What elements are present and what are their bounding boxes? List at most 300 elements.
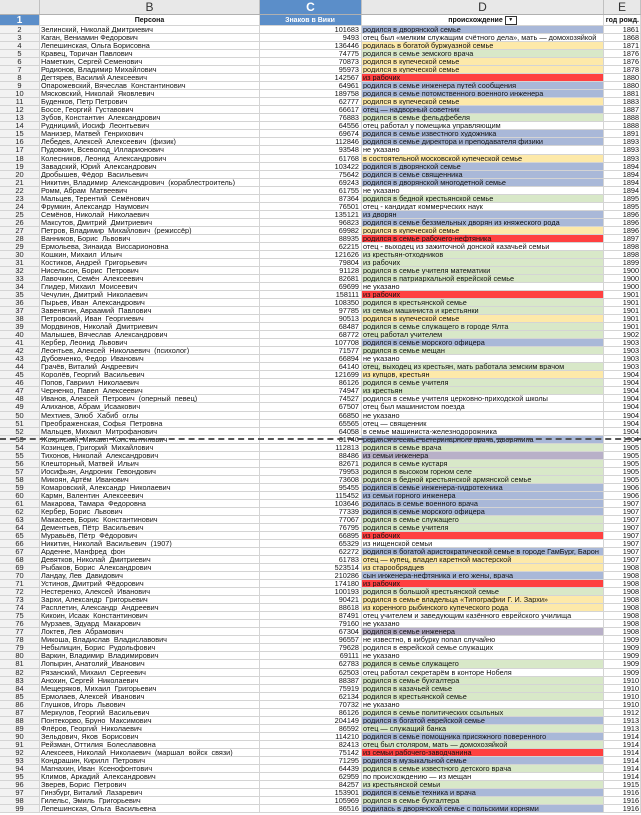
cell-origin[interactable]: родился в семье мещан — [362, 347, 604, 354]
cell-persona[interactable]: Боссе, Георгий_Густавович — [40, 106, 260, 113]
cell-origin[interactable]: родился в крестьянской семье — [362, 693, 604, 700]
cell-origin[interactable]: родилась в дворянской семье с польскими корнями — [362, 805, 604, 812]
row-number[interactable]: 56 — [0, 460, 40, 467]
cell-persona[interactable]: Жохрнский, Михаил_Константинович — [40, 436, 260, 443]
cell-birth-year[interactable]: 1896 — [604, 227, 641, 234]
cell-wiki-chars[interactable]: 62783 — [260, 660, 362, 667]
cell-origin[interactable]: отец - выходец из зажиточной донской казачьей семьи — [362, 243, 604, 250]
cell-origin[interactable]: родился в богатой аристократической семье в городе ГамБург, Барон — [362, 548, 604, 555]
cell-birth-year[interactable]: 1904 — [604, 436, 641, 443]
cell-birth-year[interactable]: 1903 — [604, 355, 641, 362]
cell-birth-year[interactable]: 1910 — [604, 685, 641, 692]
cell-birth-year[interactable]: 1916 — [604, 805, 641, 812]
cell-wiki-chars[interactable]: 158111 — [260, 291, 362, 298]
row-number[interactable]: 46 — [0, 379, 40, 386]
cell-persona[interactable]: Руднициий, Иосиф_Леонтьевич — [40, 122, 260, 129]
cell-persona[interactable]: Рыбаков, Борис_Александрович — [40, 564, 260, 571]
cell-origin[interactable]: отец — священник — [362, 420, 604, 427]
cell-origin[interactable]: родился в семье известного художника — [362, 130, 604, 137]
cell-wiki-chars[interactable]: 96823 — [260, 219, 362, 226]
cell-origin[interactable]: родился в дворянской многодетной семье — [362, 179, 604, 186]
cell-origin[interactable]: из семьи рабочего-заводчанина — [362, 749, 604, 756]
cell-persona[interactable]: Макарова, Тамара_Федоровна — [40, 500, 260, 507]
row-number[interactable]: 50 — [0, 412, 40, 419]
row-number[interactable]: 65 — [0, 532, 40, 539]
cell-origin[interactable]: родилась в богатой буржуазной семье — [362, 42, 604, 49]
row-number[interactable]: 38 — [0, 315, 40, 322]
cell-persona[interactable]: Лопырин, Анатолий_Иванович — [40, 660, 260, 667]
cell-persona[interactable]: Королёв, Георгий_Васильевич — [40, 371, 260, 378]
row-number[interactable]: 75 — [0, 612, 40, 619]
cell-wiki-chars[interactable]: 90513 — [260, 315, 362, 322]
cell-persona[interactable]: Завенягин, Авраамий_Павлович — [40, 307, 260, 314]
cell-persona[interactable]: Каган, Вениамин Федорович — [40, 34, 260, 41]
cell-origin[interactable]: родился в купеческой семье — [362, 66, 604, 73]
cell-wiki-chars[interactable]: 108350 — [260, 299, 362, 306]
cell-persona[interactable]: Петровский, Иван_Георгиевич — [40, 315, 260, 322]
cell-persona[interactable]: Клешторный, Матвей_Ильич — [40, 460, 260, 467]
cell-wiki-chars[interactable]: 76501 — [260, 203, 362, 210]
row-number[interactable]: 19 — [0, 163, 40, 170]
cell-persona[interactable]: Зархи, Александр_Григорьевич — [40, 596, 260, 603]
row-number[interactable]: 7 — [0, 66, 40, 73]
cell-persona[interactable]: Ванников, Борис_Львович — [40, 235, 260, 242]
cell-origin[interactable]: отец был столяром, мать — домохозяйкой — [362, 741, 604, 748]
cell-origin[interactable]: родился в семье директора и преподавателя физики — [362, 138, 604, 145]
cell-wiki-chars[interactable]: 69982 — [260, 227, 362, 234]
row-number[interactable]: 35 — [0, 291, 40, 298]
cell-birth-year[interactable]: 1894 — [604, 187, 641, 194]
row-number[interactable]: 13 — [0, 114, 40, 121]
cell-wiki-chars[interactable]: 75642 — [260, 171, 362, 178]
row-number[interactable]: 98 — [0, 797, 40, 804]
cell-wiki-chars[interactable]: 86126 — [260, 379, 362, 386]
cell-persona[interactable]: Кербер, Леонид_Львович — [40, 339, 260, 346]
cell-origin[interactable]: родился в семье служащего — [362, 516, 604, 523]
cell-wiki-chars[interactable]: 69699 — [260, 283, 362, 290]
row-number[interactable]: 86 — [0, 701, 40, 708]
cell-wiki-chars[interactable]: 75919 — [260, 685, 362, 692]
cell-wiki-chars[interactable]: 82671 — [260, 460, 362, 467]
cell-wiki-chars[interactable]: 9493 — [260, 34, 362, 41]
cell-wiki-chars[interactable]: 62215 — [260, 243, 362, 250]
cell-birth-year[interactable]: 1905 — [604, 460, 641, 467]
cell-origin[interactable]: родился в музыкальной семье — [362, 757, 604, 764]
cell-birth-year[interactable]: 1912 — [604, 709, 641, 716]
cell-origin[interactable]: в состоятельной московской купеческой семье — [362, 155, 604, 162]
cell-birth-year[interactable]: 1883 — [604, 98, 641, 105]
cell-origin[interactable]: родился в семье ветеринарного врача, дворянина — [362, 436, 604, 443]
cell-persona[interactable]: Варкин, Владимир_Владимирович — [40, 652, 260, 659]
row-number[interactable]: 96 — [0, 781, 40, 788]
cell-wiki-chars[interactable]: 65565 — [260, 420, 362, 427]
row-number[interactable]: 60 — [0, 492, 40, 499]
cell-wiki-chars[interactable]: 114210 — [260, 733, 362, 740]
cell-persona[interactable]: Небылицин, Борис_Рудольфович — [40, 644, 260, 651]
cell-persona[interactable]: Никитин, Николай_Васильевич_(1907) — [40, 540, 260, 547]
cell-birth-year[interactable]: 1903 — [604, 339, 641, 346]
cell-persona[interactable]: Завадский, Юрий_Александрович — [40, 163, 260, 170]
row-number[interactable]: 16 — [0, 138, 40, 145]
cell-persona[interactable]: Чечулин, Дмитрий_Николаевич — [40, 291, 260, 298]
cell-birth-year[interactable]: 1909 — [604, 644, 641, 651]
cell-birth-year[interactable]: 1899 — [604, 259, 641, 266]
cell-origin[interactable]: родился в купеческой семье — [362, 58, 604, 65]
cell-origin[interactable]: родился в семье фельдфебеля — [362, 114, 604, 121]
cell-birth-year[interactable]: 1887 — [604, 106, 641, 113]
row-number[interactable]: 61 — [0, 500, 40, 507]
cell-origin[interactable]: отец работал секретарём в конторе Нобеля — [362, 669, 604, 676]
row-number[interactable]: 11 — [0, 98, 40, 105]
row-number[interactable]: 29 — [0, 243, 40, 250]
cell-birth-year[interactable]: 1908 — [604, 588, 641, 595]
cell-birth-year[interactable]: 1907 — [604, 500, 641, 507]
cell-origin[interactable]: родился в семье рабочего-нефтяника — [362, 235, 604, 242]
cell-origin[interactable]: родился в семье бухгалтера — [362, 677, 604, 684]
cell-persona[interactable]: Дробышев, Фёдор_Васильевич — [40, 171, 260, 178]
cell-origin[interactable]: родился в семье политических ссыльных — [362, 709, 604, 716]
row-number[interactable]: 32 — [0, 267, 40, 274]
cell-origin[interactable]: из старообрядцев — [362, 564, 604, 571]
cell-wiki-chars[interactable]: 174180 — [260, 580, 362, 587]
cell-wiki-chars[interactable]: 69111 — [260, 652, 362, 659]
row-number[interactable]: 24 — [0, 203, 40, 210]
column-header-c[interactable]: C — [260, 0, 362, 14]
cell-birth-year[interactable]: 1907 — [604, 548, 641, 555]
row-number[interactable]: 48 — [0, 395, 40, 402]
cell-wiki-chars[interactable]: 95973 — [260, 66, 362, 73]
cell-origin[interactable]: родился в семье инженера-гидротехника — [362, 484, 604, 491]
cell-birth-year[interactable]: 1895 — [604, 195, 641, 202]
cell-wiki-chars[interactable]: 82681 — [260, 275, 362, 282]
cell-wiki-chars[interactable]: 67304 — [260, 628, 362, 635]
cell-origin[interactable]: в семье машиниста-железнодорожника — [362, 428, 604, 435]
cell-birth-year[interactable]: 1914 — [604, 757, 641, 764]
cell-persona[interactable]: Иосифьян, Андроник_Гевондович — [40, 468, 260, 475]
cell-birth-year[interactable]: 1916 — [604, 797, 641, 804]
cell-origin[interactable]: из рабочих — [362, 74, 604, 81]
cell-origin[interactable]: из крестьян — [362, 387, 604, 394]
column-header-d[interactable]: D — [362, 0, 604, 14]
cell-birth-year[interactable]: 1903 — [604, 363, 641, 370]
cell-persona[interactable]: Попов, Гавриил_Николаевич — [40, 379, 260, 386]
cell-persona[interactable]: Кравец, Торичан Павлович — [40, 50, 260, 57]
cell-wiki-chars[interactable]: 69243 — [260, 179, 362, 186]
row-number[interactable]: 81 — [0, 660, 40, 667]
header-wiki-chars[interactable]: Знаков в Вики — [260, 15, 362, 25]
cell-wiki-chars[interactable]: 107708 — [260, 339, 362, 346]
cell-wiki-chars[interactable]: 68487 — [260, 323, 362, 330]
cell-origin[interactable]: из нищенской семьи — [362, 540, 604, 547]
cell-birth-year[interactable]: 1914 — [604, 773, 641, 780]
cell-origin[interactable]: отец был машинистом поезда — [362, 403, 604, 410]
cell-persona[interactable]: Локтев, Лев_Абрамович — [40, 628, 260, 635]
cell-origin[interactable]: родился в семье священника — [362, 171, 604, 178]
cell-origin[interactable]: не указано — [362, 652, 604, 659]
cell-persona[interactable]: Кошкин, Михаил_Ильич — [40, 251, 260, 258]
cell-persona[interactable]: Зверев, Борис_Петрович — [40, 781, 260, 788]
cell-wiki-chars[interactable]: 70873 — [260, 58, 362, 65]
cell-persona[interactable]: Лепешинская, Ольга Борисовна — [40, 42, 260, 49]
row-number[interactable]: 51 — [0, 420, 40, 427]
cell-persona[interactable]: Рейзман, Оттилия_Болеславовна — [40, 741, 260, 748]
cell-birth-year[interactable]: 1907 — [604, 532, 641, 539]
cell-wiki-chars[interactable]: 64961 — [260, 82, 362, 89]
cell-birth-year[interactable]: 1904 — [604, 395, 641, 402]
cell-wiki-chars[interactable]: 62134 — [260, 693, 362, 700]
cell-birth-year[interactable]: 1904 — [604, 379, 641, 386]
cell-origin[interactable]: родился в семье морского офицера — [362, 508, 604, 515]
cell-wiki-chars[interactable]: 189758 — [260, 90, 362, 97]
cell-persona[interactable]: Алиханов, Абрам_Исаакович — [40, 403, 260, 410]
cell-persona[interactable]: Макасеев, Борис_Константинович — [40, 516, 260, 523]
cell-persona[interactable]: Гилельс, Эмиль_Григорьевич — [40, 797, 260, 804]
cell-wiki-chars[interactable]: 66894 — [260, 355, 362, 362]
cell-birth-year[interactable]: 1907 — [604, 508, 641, 515]
cell-birth-year[interactable]: 1894 — [604, 179, 641, 186]
cell-origin[interactable]: родился в семье инженера — [362, 628, 604, 635]
cell-birth-year[interactable]: 1893 — [604, 138, 641, 145]
cell-birth-year[interactable]: 1904 — [604, 387, 641, 394]
cell-origin[interactable]: из крестьянской семьи — [362, 781, 604, 788]
cell-origin[interactable]: не указано — [362, 283, 604, 290]
cell-wiki-chars[interactable]: 76795 — [260, 524, 362, 531]
cell-wiki-chars[interactable]: 73608 — [260, 476, 362, 483]
cell-wiki-chars[interactable]: 101683 — [260, 26, 362, 33]
cell-origin[interactable]: из купцов, крестьян — [362, 371, 604, 378]
cell-birth-year[interactable]: 1914 — [604, 733, 641, 740]
cell-origin[interactable]: из крестьян-отходников — [362, 251, 604, 258]
cell-persona[interactable]: Мясковский, Николай_Яковлевич — [40, 90, 260, 97]
cell-persona[interactable]: Буденков, Петр Петрович — [40, 98, 260, 105]
cell-origin[interactable]: родился в семье учителя церковно-приходской школы — [362, 395, 604, 402]
cell-persona[interactable]: Мальцев, Михаил_Митрофанович — [40, 428, 260, 435]
row-number[interactable]: 94 — [0, 765, 40, 772]
row-number[interactable]: 87 — [0, 709, 40, 716]
cell-persona[interactable]: Петров, Владимир_Михайлович_(режиссёр) — [40, 227, 260, 234]
cell-birth-year[interactable]: 1893 — [604, 155, 641, 162]
cell-birth-year[interactable]: 1905 — [604, 452, 641, 459]
cell-persona[interactable]: Фрумкин, Александр_Наумович — [40, 203, 260, 210]
cell-origin[interactable]: родился в семье учителя — [362, 524, 604, 531]
cell-origin[interactable]: родился в казачьей семье — [362, 685, 604, 692]
cell-birth-year[interactable]: 1868 — [604, 34, 641, 41]
cell-persona[interactable]: Никитин, Владимир_Александрович_(кораблестроитель) — [40, 179, 260, 186]
cell-birth-year[interactable]: 1898 — [604, 243, 641, 250]
row-number[interactable]: 53 — [0, 436, 40, 443]
cell-birth-year[interactable]: 1904 — [604, 420, 641, 427]
cell-persona[interactable]: Дубовченко, Федор_Иванович — [40, 355, 260, 362]
row-number[interactable]: 66 — [0, 540, 40, 547]
row-number[interactable]: 70 — [0, 572, 40, 579]
cell-birth-year[interactable]: 1900 — [604, 267, 641, 274]
cell-birth-year[interactable]: 1910 — [604, 677, 641, 684]
cell-birth-year[interactable]: 1904 — [604, 403, 641, 410]
cell-birth-year[interactable]: 1914 — [604, 741, 641, 748]
cell-birth-year[interactable]: 1905 — [604, 444, 641, 451]
row-number[interactable]: 25 — [0, 211, 40, 218]
column-header-b[interactable]: B — [40, 0, 260, 14]
cell-birth-year[interactable]: 1913 — [604, 725, 641, 732]
cell-birth-year[interactable]: 1888 — [604, 114, 641, 121]
cell-birth-year[interactable]: 1908 — [604, 580, 641, 587]
header-persona[interactable]: Персона — [40, 15, 260, 25]
row-number[interactable]: 20 — [0, 171, 40, 178]
cell-birth-year[interactable]: 1908 — [604, 612, 641, 619]
row-number[interactable]: 4 — [0, 42, 40, 49]
cell-persona[interactable]: Преображенская, Софья_Петровна — [40, 420, 260, 427]
cell-wiki-chars[interactable]: 88618 — [260, 604, 362, 611]
cell-birth-year[interactable]: 1910 — [604, 701, 641, 708]
cell-birth-year[interactable]: 1896 — [604, 211, 641, 218]
cell-birth-year[interactable]: 1909 — [604, 636, 641, 643]
cell-persona[interactable]: Кикоин, Исаак_Константинович — [40, 612, 260, 619]
cell-wiki-chars[interactable]: 61783 — [260, 556, 362, 563]
cell-persona[interactable]: Арденне, Манфред_фон — [40, 548, 260, 555]
cell-wiki-chars[interactable]: 93548 — [260, 146, 362, 153]
cell-birth-year[interactable]: 1907 — [604, 516, 641, 523]
cell-wiki-chars[interactable]: 100193 — [260, 588, 362, 595]
cell-origin[interactable]: родился в семье служащего в городе Ялта — [362, 323, 604, 330]
cell-persona[interactable]: Рязанский, Михаил_Сергеевич — [40, 669, 260, 676]
row-number[interactable]: 9 — [0, 82, 40, 89]
row-number[interactable]: 14 — [0, 122, 40, 129]
cell-persona[interactable]: Пырьев, Иван_Александрович — [40, 299, 260, 306]
cell-birth-year[interactable]: 1898 — [604, 251, 641, 258]
cell-persona[interactable]: Ромм, Абрам_Матвеевич — [40, 187, 260, 194]
row-number[interactable]: 72 — [0, 588, 40, 595]
filter-dropdown-icon[interactable]: ▼ — [505, 16, 517, 25]
cell-birth-year[interactable]: 1871 — [604, 42, 641, 49]
cell-wiki-chars[interactable]: 210286 — [260, 572, 362, 579]
cell-persona[interactable]: Понтекорво, Бруно_Максимович — [40, 717, 260, 724]
cell-persona[interactable]: Анохин, Сергей_Николаевич — [40, 677, 260, 684]
cell-origin[interactable]: отец — служащий банка — [362, 725, 604, 732]
cell-birth-year[interactable]: 1908 — [604, 628, 641, 635]
cell-wiki-chars[interactable]: 68772 — [260, 331, 362, 338]
cell-wiki-chars[interactable]: 71577 — [260, 347, 362, 354]
row-number[interactable]: 64 — [0, 524, 40, 531]
cell-birth-year[interactable]: 1902 — [604, 331, 641, 338]
cell-origin[interactable]: отец, выходец из крестьян, мать работала земским врачом — [362, 363, 604, 370]
cell-origin[interactable]: не указано — [362, 701, 604, 708]
row-number[interactable]: 36 — [0, 299, 40, 306]
row-number[interactable]: 57 — [0, 468, 40, 475]
cell-origin[interactable]: не указано — [362, 355, 604, 362]
row-number[interactable]: 39 — [0, 323, 40, 330]
cell-wiki-chars[interactable]: 64556 — [260, 122, 362, 129]
row-number[interactable]: 82 — [0, 669, 40, 676]
cell-persona[interactable]: Гинзбург, Виталий_Лазаревич — [40, 789, 260, 796]
cell-origin[interactable]: из дворян — [362, 211, 604, 218]
cell-wiki-chars[interactable]: 112813 — [260, 444, 362, 451]
row-number[interactable]: 23 — [0, 195, 40, 202]
cell-origin[interactable]: родился в дворянской семье — [362, 26, 604, 33]
cell-wiki-chars[interactable]: 86516 — [260, 805, 362, 812]
cell-origin[interactable]: не известно, в кибурку попал случайно — [362, 636, 604, 643]
cell-wiki-chars[interactable]: 61755 — [260, 187, 362, 194]
cell-wiki-chars[interactable]: 74527 — [260, 395, 362, 402]
row-number[interactable]: 68 — [0, 556, 40, 563]
row-number[interactable]: 77 — [0, 628, 40, 635]
cell-wiki-chars[interactable]: 64140 — [260, 363, 362, 370]
row-number[interactable]: 54 — [0, 444, 40, 451]
cell-birth-year[interactable]: 1916 — [604, 789, 641, 796]
cell-persona[interactable]: Меркулов, Георгий_Васильевич — [40, 709, 260, 716]
cell-persona[interactable]: Опарожевский, Вячеслав_Константинович — [40, 82, 260, 89]
column-header-e[interactable]: E — [604, 0, 641, 14]
row-number[interactable]: 88 — [0, 717, 40, 724]
row-number[interactable]: 6 — [0, 58, 40, 65]
cell-birth-year[interactable]: 1876 — [604, 58, 641, 65]
cell-wiki-chars[interactable]: 136446 — [260, 42, 362, 49]
cell-origin[interactable]: родился в дворянской семье — [362, 163, 604, 170]
cell-wiki-chars[interactable]: 74947 — [260, 387, 362, 394]
row-number[interactable]: 45 — [0, 371, 40, 378]
row-number[interactable]: 80 — [0, 652, 40, 659]
cell-persona[interactable]: Комаровский, Александр_Николаевич — [40, 484, 260, 491]
cell-origin[interactable]: родился в высоком горном селе — [362, 468, 604, 475]
cell-birth-year[interactable]: 1900 — [604, 275, 641, 282]
row-number[interactable]: 91 — [0, 741, 40, 748]
cell-origin[interactable]: родился в еврейской семье служащих — [362, 644, 604, 651]
cell-origin[interactable]: из коренного рыбинского купеческого рода — [362, 604, 604, 611]
cell-wiki-chars[interactable]: 121699 — [260, 371, 362, 378]
row-number[interactable]: 92 — [0, 749, 40, 756]
cell-birth-year[interactable]: 1888 — [604, 122, 641, 129]
row-number[interactable]: 58 — [0, 476, 40, 483]
cell-wiki-chars[interactable]: 90421 — [260, 596, 362, 603]
cell-wiki-chars[interactable]: 96557 — [260, 636, 362, 643]
cell-origin[interactable]: родился в богатой еврейской семье — [362, 717, 604, 724]
cell-origin[interactable]: не указано — [362, 187, 604, 194]
cell-birth-year[interactable]: 1894 — [604, 171, 641, 178]
cell-birth-year[interactable]: 1908 — [604, 596, 641, 603]
cell-birth-year[interactable]: 1914 — [604, 749, 641, 756]
cell-origin[interactable]: родился в бедной крестьянской армянской семье — [362, 476, 604, 483]
cell-origin[interactable]: родился в семье техника и врача — [362, 789, 604, 796]
cell-origin[interactable]: родился в семье бухгалтера — [362, 797, 604, 804]
cell-wiki-chars[interactable]: 69674 — [260, 130, 362, 137]
cell-wiki-chars[interactable]: 88935 — [260, 235, 362, 242]
row-number[interactable]: 76 — [0, 620, 40, 627]
cell-wiki-chars[interactable]: 61740 — [260, 436, 362, 443]
cell-origin[interactable]: родился в семье земского врача — [362, 50, 604, 57]
row-number[interactable]: 2 — [0, 26, 40, 33]
cell-birth-year[interactable]: 1914 — [604, 765, 641, 772]
cell-origin[interactable]: не указано — [362, 146, 604, 153]
cell-persona[interactable]: Мордвинов, Николай_Дмитриевич — [40, 323, 260, 330]
row-number[interactable]: 74 — [0, 604, 40, 611]
row-number[interactable]: 37 — [0, 307, 40, 314]
cell-persona[interactable]: Зубов, Константин_Александрович — [40, 114, 260, 121]
cell-persona[interactable]: Максутов, Дмитрий_Дмитриевич — [40, 219, 260, 226]
cell-persona[interactable]: Лавочкин, Семён_Алексеевич — [40, 275, 260, 282]
cell-birth-year[interactable]: 1909 — [604, 652, 641, 659]
cell-persona[interactable]: Тихонов, Николай_Александрович — [40, 452, 260, 459]
cell-birth-year[interactable]: 1906 — [604, 484, 641, 491]
cell-persona[interactable]: Ландау, Лев_Давидович — [40, 572, 260, 579]
row-number[interactable]: 21 — [0, 179, 40, 186]
cell-origin[interactable]: отец учителем и заведующим казённого еврейского училища — [362, 612, 604, 619]
row-number[interactable]: 40 — [0, 331, 40, 338]
cell-wiki-chars[interactable]: 62272 — [260, 548, 362, 555]
cell-persona[interactable]: Костиков, Андрей_Григорьевич — [40, 259, 260, 266]
cell-birth-year[interactable]: 1878 — [604, 66, 641, 73]
cell-wiki-chars[interactable]: 88387 — [260, 677, 362, 684]
cell-birth-year[interactable]: 1904 — [604, 412, 641, 419]
cell-origin[interactable]: отец - кандидат коммерческих наук — [362, 203, 604, 210]
